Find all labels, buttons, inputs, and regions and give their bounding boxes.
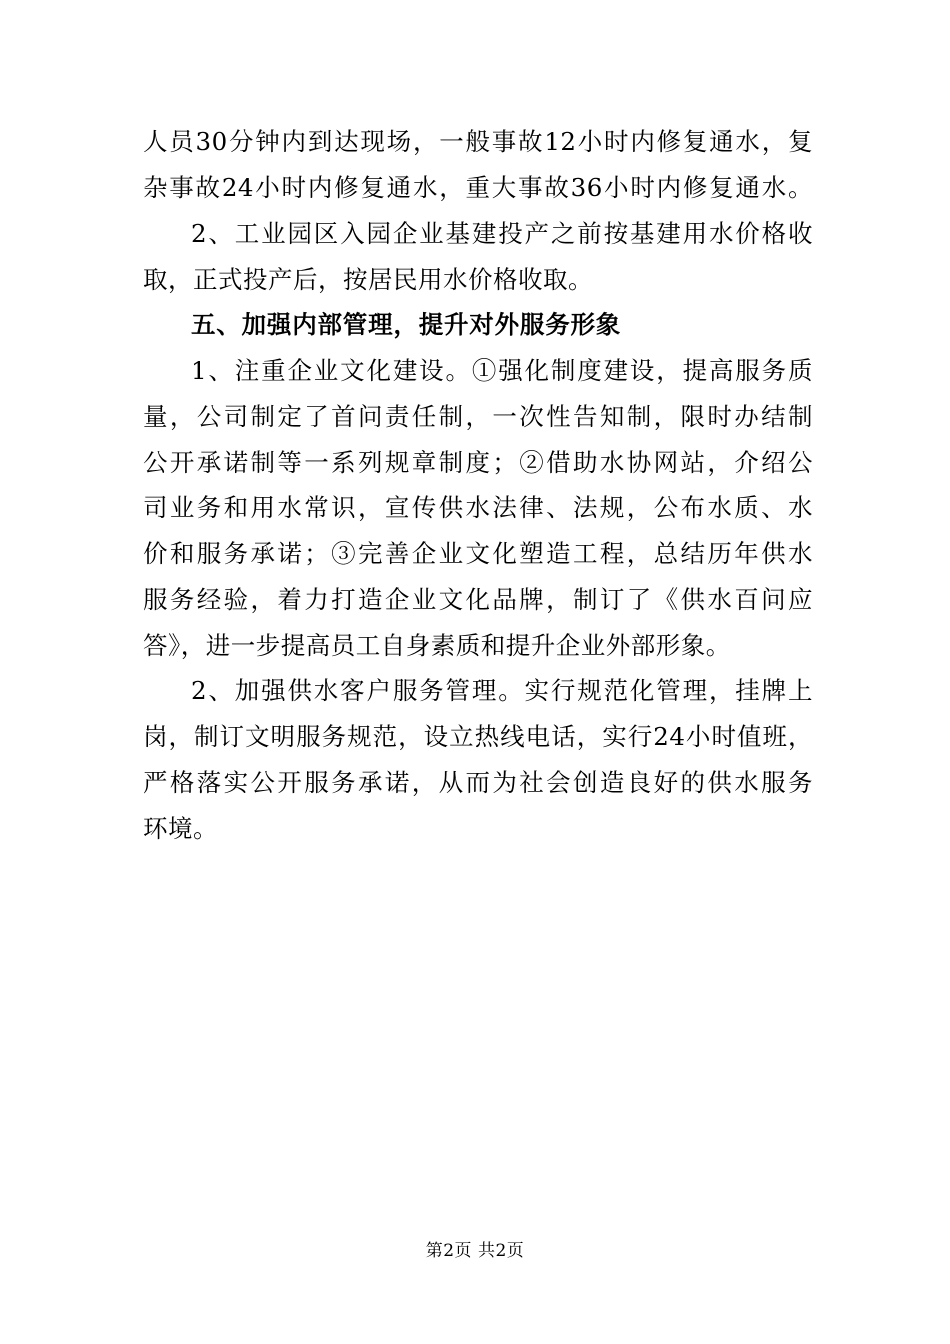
- body-text-line: 人员30分钟内到达现场，一般事故12小时内修复通水，复: [143, 127, 813, 156]
- page-number-footer: 第2页 共2页: [425, 1241, 525, 1261]
- body-text-line: 司业务和用水常识，宣传供水法律、法规，公布水质、水: [143, 493, 813, 522]
- body-text-line: 服务经验，着力打造企业文化品牌，制订了《供水百问应: [143, 585, 813, 614]
- body-text-line: 环境。: [143, 814, 218, 843]
- body-text-line: 价和服务承诺；③完善企业文化塑造工程，总结历年供水: [143, 539, 813, 568]
- paragraph-start-line: 1、注重企业文化建设。①强化制度建设，提高服务质: [191, 356, 813, 385]
- body-text-line: 公开承诺制等一系列规章制度；②借助水协网站，介绍公: [143, 448, 813, 477]
- body-text-line: 取，正式投产后，按居民用水价格收取。: [143, 265, 593, 294]
- section-heading: 五、加强内部管理，提升对外服务形象: [191, 310, 622, 339]
- body-text-line: 答》，进一步提高员工自身素质和提升企业外部形象。: [143, 631, 731, 660]
- body-text-line: 量，公司制定了首问责任制，一次性告知制，限时办结制: [143, 402, 813, 431]
- body-text-line: 杂事故24小时内修复通水，重大事故36小时内修复通水。: [143, 173, 813, 202]
- paragraph-start-line: 2、加强供水客户服务管理。实行规范化管理，挂牌上: [191, 676, 813, 705]
- body-text-line: 岗，制订文明服务规范，设立热线电话，实行24小时值班，: [143, 722, 813, 751]
- paragraph-start-line: 2、工业园区入园企业基建投产之前按基建用水价格收: [191, 219, 813, 248]
- body-text-line: 严格落实公开服务承诺，从而为社会创造良好的供水服务: [143, 768, 813, 797]
